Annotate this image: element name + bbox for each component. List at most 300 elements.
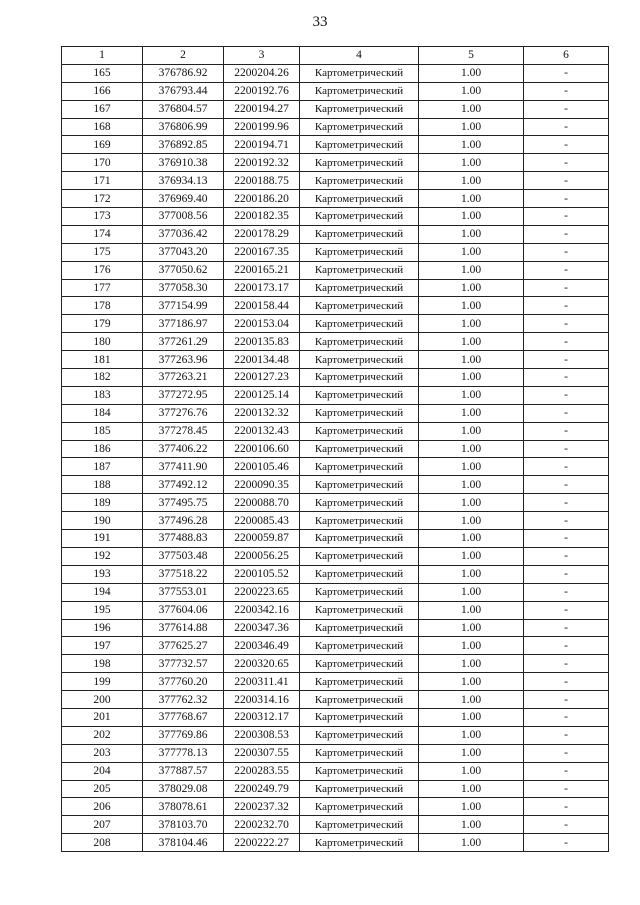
description-cell: - (524, 601, 609, 619)
x-coordinate-cell: 377278.45 (143, 422, 224, 440)
point-number-cell: 174 (62, 225, 143, 243)
y-coordinate-cell: 2200085.43 (224, 512, 300, 530)
point-number-cell: 190 (62, 512, 143, 530)
method-cell: Картометрический (300, 708, 419, 726)
y-coordinate-cell: 2200059.87 (224, 530, 300, 548)
table-header-row (62, 47, 609, 65)
point-number-cell: 176 (62, 261, 143, 279)
y-coordinate-cell: 2200194.71 (224, 136, 300, 154)
x-coordinate-cell: 376793.44 (143, 82, 224, 100)
table-row (62, 172, 609, 190)
method-cell: Картометрический (300, 798, 419, 816)
accuracy-cell: 1.00 (419, 565, 524, 583)
x-coordinate-cell: 377762.32 (143, 691, 224, 709)
accuracy-cell: 1.00 (419, 261, 524, 279)
point-number-cell: 201 (62, 708, 143, 726)
y-coordinate-cell: 2200105.52 (224, 565, 300, 583)
method-cell: Картометрический (300, 315, 419, 333)
description-cell: - (524, 726, 609, 744)
point-number-cell: 166 (62, 82, 143, 100)
description-cell: - (524, 404, 609, 422)
table-row (62, 834, 609, 852)
description-cell: - (524, 333, 609, 351)
table-row (62, 780, 609, 798)
description-cell: - (524, 655, 609, 673)
description-cell: - (524, 744, 609, 762)
x-coordinate-cell: 377488.83 (143, 530, 224, 548)
description-cell: - (524, 225, 609, 243)
description-cell: - (524, 530, 609, 548)
x-coordinate-cell: 377492.12 (143, 476, 224, 494)
x-coordinate-cell: 377518.22 (143, 565, 224, 583)
point-number-cell: 194 (62, 583, 143, 601)
y-coordinate-cell: 2200088.70 (224, 494, 300, 512)
y-coordinate-cell: 2200307.55 (224, 744, 300, 762)
y-coordinate-cell: 2200192.76 (224, 82, 300, 100)
x-coordinate-cell: 377272.95 (143, 386, 224, 404)
accuracy-cell: 1.00 (419, 458, 524, 476)
table-row (62, 530, 609, 548)
accuracy-cell: 1.00 (419, 816, 524, 834)
table-row (62, 261, 609, 279)
point-number-cell: 165 (62, 64, 143, 82)
method-cell: Картометрический (300, 530, 419, 548)
accuracy-cell: 1.00 (419, 440, 524, 458)
y-coordinate-cell: 2200192.32 (224, 154, 300, 172)
point-number-cell: 183 (62, 386, 143, 404)
method-cell: Картометрический (300, 494, 419, 512)
method-cell: Картометрический (300, 834, 419, 852)
table-row (62, 225, 609, 243)
method-cell: Картометрический (300, 100, 419, 118)
point-number-cell: 191 (62, 530, 143, 548)
table-row (62, 476, 609, 494)
accuracy-cell: 1.00 (419, 780, 524, 798)
accuracy-cell: 1.00 (419, 708, 524, 726)
table-row (62, 494, 609, 512)
point-number-cell: 181 (62, 351, 143, 369)
y-coordinate-cell: 2200342.16 (224, 601, 300, 619)
method-cell: Картометрический (300, 601, 419, 619)
description-cell: - (524, 780, 609, 798)
accuracy-cell: 1.00 (419, 422, 524, 440)
description-cell: - (524, 494, 609, 512)
table-row (62, 315, 609, 333)
accuracy-cell: 1.00 (419, 494, 524, 512)
table-row (62, 673, 609, 691)
accuracy-cell: 1.00 (419, 744, 524, 762)
y-coordinate-cell: 2200188.75 (224, 172, 300, 190)
x-coordinate-cell: 377276.76 (143, 404, 224, 422)
method-cell: Картометрический (300, 816, 419, 834)
method-cell: Картометрический (300, 583, 419, 601)
accuracy-cell: 1.00 (419, 762, 524, 780)
point-number-cell: 192 (62, 547, 143, 565)
y-coordinate-cell: 2200311.41 (224, 673, 300, 691)
method-cell: Картометрический (300, 208, 419, 226)
table-row (62, 279, 609, 297)
x-coordinate-cell: 377058.30 (143, 279, 224, 297)
x-coordinate-cell: 376969.40 (143, 190, 224, 208)
point-number-cell: 185 (62, 422, 143, 440)
x-coordinate-cell: 377604.06 (143, 601, 224, 619)
table-row (62, 64, 609, 82)
page-number: 33 (312, 14, 328, 30)
description-cell: - (524, 118, 609, 136)
point-number-cell: 172 (62, 190, 143, 208)
method-cell: Картометрический (300, 565, 419, 583)
table-row (62, 351, 609, 369)
point-number-cell: 195 (62, 601, 143, 619)
method-cell: Картометрический (300, 547, 419, 565)
method-cell: Картометрический (300, 762, 419, 780)
y-coordinate-cell: 2200106.60 (224, 440, 300, 458)
y-coordinate-cell: 2200158.44 (224, 297, 300, 315)
table-row (62, 369, 609, 387)
table-row (62, 637, 609, 655)
description-cell: - (524, 351, 609, 369)
method-cell: Картометрический (300, 619, 419, 637)
y-coordinate-cell: 2200314.16 (224, 691, 300, 709)
point-number-cell: 187 (62, 458, 143, 476)
x-coordinate-cell: 378029.08 (143, 780, 224, 798)
point-number-cell: 186 (62, 440, 143, 458)
y-coordinate-cell: 2200167.35 (224, 243, 300, 261)
y-coordinate-cell: 2200132.32 (224, 404, 300, 422)
point-number-cell: 198 (62, 655, 143, 673)
x-coordinate-cell: 377154.99 (143, 297, 224, 315)
accuracy-cell: 1.00 (419, 297, 524, 315)
y-coordinate-cell: 2200308.53 (224, 726, 300, 744)
method-cell: Картометрический (300, 297, 419, 315)
method-cell: Картометрический (300, 118, 419, 136)
table-row (62, 440, 609, 458)
point-number-cell: 182 (62, 369, 143, 387)
description-cell: - (524, 440, 609, 458)
x-coordinate-cell: 377732.57 (143, 655, 224, 673)
y-coordinate-cell: 2200135.83 (224, 333, 300, 351)
table-row (62, 297, 609, 315)
x-coordinate-cell: 377036.42 (143, 225, 224, 243)
y-coordinate-cell: 2200105.46 (224, 458, 300, 476)
point-number-cell: 188 (62, 476, 143, 494)
description-cell: - (524, 82, 609, 100)
method-cell: Картометрический (300, 476, 419, 494)
method-cell: Картометрический (300, 386, 419, 404)
x-coordinate-cell: 377411.90 (143, 458, 224, 476)
point-number-cell: 206 (62, 798, 143, 816)
x-coordinate-cell: 376806.99 (143, 118, 224, 136)
accuracy-cell: 1.00 (419, 476, 524, 494)
y-coordinate-cell: 2200090.35 (224, 476, 300, 494)
x-coordinate-cell: 378078.61 (143, 798, 224, 816)
x-coordinate-cell: 377261.29 (143, 333, 224, 351)
description-cell: - (524, 547, 609, 565)
accuracy-cell: 1.00 (419, 637, 524, 655)
description-cell: - (524, 386, 609, 404)
point-number-cell: 173 (62, 208, 143, 226)
point-number-cell: 175 (62, 243, 143, 261)
method-cell: Картометрический (300, 225, 419, 243)
column-header-5: 5 (419, 47, 524, 65)
description-cell: - (524, 64, 609, 82)
point-number-cell: 204 (62, 762, 143, 780)
x-coordinate-cell: 378104.46 (143, 834, 224, 852)
x-coordinate-cell: 376804.57 (143, 100, 224, 118)
column-header-1: 1 (62, 47, 143, 65)
method-cell: Картометрический (300, 154, 419, 172)
point-number-cell: 179 (62, 315, 143, 333)
x-coordinate-cell: 377614.88 (143, 619, 224, 637)
accuracy-cell: 1.00 (419, 315, 524, 333)
method-cell: Картометрический (300, 64, 419, 82)
point-number-cell: 169 (62, 136, 143, 154)
x-coordinate-cell: 376892.85 (143, 136, 224, 154)
point-number-cell: 167 (62, 100, 143, 118)
table-row (62, 762, 609, 780)
x-coordinate-cell: 378103.70 (143, 816, 224, 834)
accuracy-cell: 1.00 (419, 333, 524, 351)
y-coordinate-cell: 2200127.23 (224, 369, 300, 387)
y-coordinate-cell: 2200178.29 (224, 225, 300, 243)
point-number-cell: 202 (62, 726, 143, 744)
description-cell: - (524, 708, 609, 726)
y-coordinate-cell: 2200312.17 (224, 708, 300, 726)
point-number-cell: 197 (62, 637, 143, 655)
y-coordinate-cell: 2200199.96 (224, 118, 300, 136)
accuracy-cell: 1.00 (419, 154, 524, 172)
accuracy-cell: 1.00 (419, 619, 524, 637)
x-coordinate-cell: 377050.62 (143, 261, 224, 279)
point-number-cell: 205 (62, 780, 143, 798)
point-number-cell: 207 (62, 816, 143, 834)
y-coordinate-cell: 2200182.35 (224, 208, 300, 226)
method-cell: Картометрический (300, 691, 419, 709)
y-coordinate-cell: 2200232.70 (224, 816, 300, 834)
method-cell: Картометрический (300, 82, 419, 100)
y-coordinate-cell: 2200346.49 (224, 637, 300, 655)
table-row (62, 333, 609, 351)
point-number-cell: 200 (62, 691, 143, 709)
description-cell: - (524, 100, 609, 118)
y-coordinate-cell: 2200283.55 (224, 762, 300, 780)
coordinates-table (61, 46, 609, 852)
x-coordinate-cell: 377760.20 (143, 673, 224, 691)
description-cell: - (524, 762, 609, 780)
point-number-cell: 193 (62, 565, 143, 583)
accuracy-cell: 1.00 (419, 351, 524, 369)
method-cell: Картометрический (300, 369, 419, 387)
accuracy-cell: 1.00 (419, 386, 524, 404)
table-row (62, 82, 609, 100)
description-cell: - (524, 691, 609, 709)
table-row (62, 583, 609, 601)
table-row (62, 136, 609, 154)
x-coordinate-cell: 377406.22 (143, 440, 224, 458)
description-cell: - (524, 279, 609, 297)
x-coordinate-cell: 376934.13 (143, 172, 224, 190)
accuracy-cell: 1.00 (419, 369, 524, 387)
point-number-cell: 189 (62, 494, 143, 512)
table-row (62, 386, 609, 404)
point-number-cell: 184 (62, 404, 143, 422)
y-coordinate-cell: 2200056.25 (224, 547, 300, 565)
description-cell: - (524, 190, 609, 208)
x-coordinate-cell: 377496.28 (143, 512, 224, 530)
description-cell: - (524, 565, 609, 583)
point-number-cell: 170 (62, 154, 143, 172)
method-cell: Картометрический (300, 780, 419, 798)
method-cell: Картометрический (300, 422, 419, 440)
method-cell: Картометрический (300, 512, 419, 530)
x-coordinate-cell: 377503.48 (143, 547, 224, 565)
point-number-cell: 178 (62, 297, 143, 315)
accuracy-cell: 1.00 (419, 172, 524, 190)
table-row (62, 100, 609, 118)
column-header-2: 2 (143, 47, 224, 65)
accuracy-cell: 1.00 (419, 404, 524, 422)
table-header (62, 47, 609, 65)
description-cell: - (524, 637, 609, 655)
method-cell: Картометрический (300, 243, 419, 261)
x-coordinate-cell: 376910.38 (143, 154, 224, 172)
description-cell: - (524, 798, 609, 816)
x-coordinate-cell: 377887.57 (143, 762, 224, 780)
point-number-cell: 168 (62, 118, 143, 136)
description-cell: - (524, 476, 609, 494)
x-coordinate-cell: 377263.96 (143, 351, 224, 369)
accuracy-cell: 1.00 (419, 530, 524, 548)
accuracy-cell: 1.00 (419, 190, 524, 208)
method-cell: Картометрический (300, 351, 419, 369)
table-row (62, 708, 609, 726)
x-coordinate-cell: 377263.21 (143, 369, 224, 387)
accuracy-cell: 1.00 (419, 512, 524, 530)
accuracy-cell: 1.00 (419, 673, 524, 691)
y-coordinate-cell: 2200204.26 (224, 64, 300, 82)
table-row (62, 798, 609, 816)
table-row (62, 118, 609, 136)
description-cell: - (524, 243, 609, 261)
description-cell: - (524, 422, 609, 440)
column-header-6: 6 (524, 47, 609, 65)
y-coordinate-cell: 2200132.43 (224, 422, 300, 440)
accuracy-cell: 1.00 (419, 583, 524, 601)
table-row (62, 547, 609, 565)
y-coordinate-cell: 2200347.36 (224, 619, 300, 637)
method-cell: Картометрический (300, 333, 419, 351)
accuracy-cell: 1.00 (419, 834, 524, 852)
point-number-cell: 208 (62, 834, 143, 852)
column-header-4: 4 (300, 47, 419, 65)
accuracy-cell: 1.00 (419, 726, 524, 744)
description-cell: - (524, 261, 609, 279)
y-coordinate-cell: 2200320.65 (224, 655, 300, 673)
description-cell: - (524, 369, 609, 387)
table-body (62, 64, 609, 851)
method-cell: Картометрический (300, 190, 419, 208)
table-row (62, 208, 609, 226)
method-cell: Картометрический (300, 458, 419, 476)
accuracy-cell: 1.00 (419, 601, 524, 619)
accuracy-cell: 1.00 (419, 225, 524, 243)
point-number-cell: 196 (62, 619, 143, 637)
description-cell: - (524, 458, 609, 476)
y-coordinate-cell: 2200134.48 (224, 351, 300, 369)
accuracy-cell: 1.00 (419, 798, 524, 816)
table-row (62, 619, 609, 637)
x-coordinate-cell: 377769.86 (143, 726, 224, 744)
y-coordinate-cell: 2200237.32 (224, 798, 300, 816)
x-coordinate-cell: 376786.92 (143, 64, 224, 82)
y-coordinate-cell: 2200153.04 (224, 315, 300, 333)
x-coordinate-cell: 377625.27 (143, 637, 224, 655)
y-coordinate-cell: 2200194.27 (224, 100, 300, 118)
table-row (62, 691, 609, 709)
method-cell: Картометрический (300, 404, 419, 422)
x-coordinate-cell: 377553.01 (143, 583, 224, 601)
table-row (62, 243, 609, 261)
method-cell: Картометрический (300, 279, 419, 297)
method-cell: Картометрический (300, 637, 419, 655)
method-cell: Картометрический (300, 726, 419, 744)
accuracy-cell: 1.00 (419, 208, 524, 226)
description-cell: - (524, 834, 609, 852)
y-coordinate-cell: 2200165.21 (224, 261, 300, 279)
table-row (62, 154, 609, 172)
description-cell: - (524, 136, 609, 154)
table-row (62, 601, 609, 619)
description-cell: - (524, 512, 609, 530)
description-cell: - (524, 154, 609, 172)
accuracy-cell: 1.00 (419, 655, 524, 673)
description-cell: - (524, 208, 609, 226)
y-coordinate-cell: 2200186.20 (224, 190, 300, 208)
x-coordinate-cell: 377495.75 (143, 494, 224, 512)
point-number-cell: 203 (62, 744, 143, 762)
method-cell: Картометрический (300, 655, 419, 673)
table-row (62, 458, 609, 476)
y-coordinate-cell: 2200125.14 (224, 386, 300, 404)
x-coordinate-cell: 377043.20 (143, 243, 224, 261)
y-coordinate-cell: 2200222.27 (224, 834, 300, 852)
point-number-cell: 180 (62, 333, 143, 351)
table-row (62, 190, 609, 208)
description-cell: - (524, 297, 609, 315)
point-number-cell: 199 (62, 673, 143, 691)
accuracy-cell: 1.00 (419, 279, 524, 297)
description-cell: - (524, 583, 609, 601)
table-row (62, 726, 609, 744)
method-cell: Картометрический (300, 673, 419, 691)
method-cell: Картометрический (300, 261, 419, 279)
x-coordinate-cell: 377186.97 (143, 315, 224, 333)
accuracy-cell: 1.00 (419, 100, 524, 118)
method-cell: Картометрический (300, 440, 419, 458)
y-coordinate-cell: 2200249.79 (224, 780, 300, 798)
accuracy-cell: 1.00 (419, 82, 524, 100)
description-cell: - (524, 673, 609, 691)
method-cell: Картометрический (300, 136, 419, 154)
table-row (62, 565, 609, 583)
point-number-cell: 171 (62, 172, 143, 190)
description-cell: - (524, 172, 609, 190)
x-coordinate-cell: 377778.13 (143, 744, 224, 762)
y-coordinate-cell: 2200173.17 (224, 279, 300, 297)
method-cell: Картометрический (300, 744, 419, 762)
column-header-3: 3 (224, 47, 300, 65)
accuracy-cell: 1.00 (419, 136, 524, 154)
